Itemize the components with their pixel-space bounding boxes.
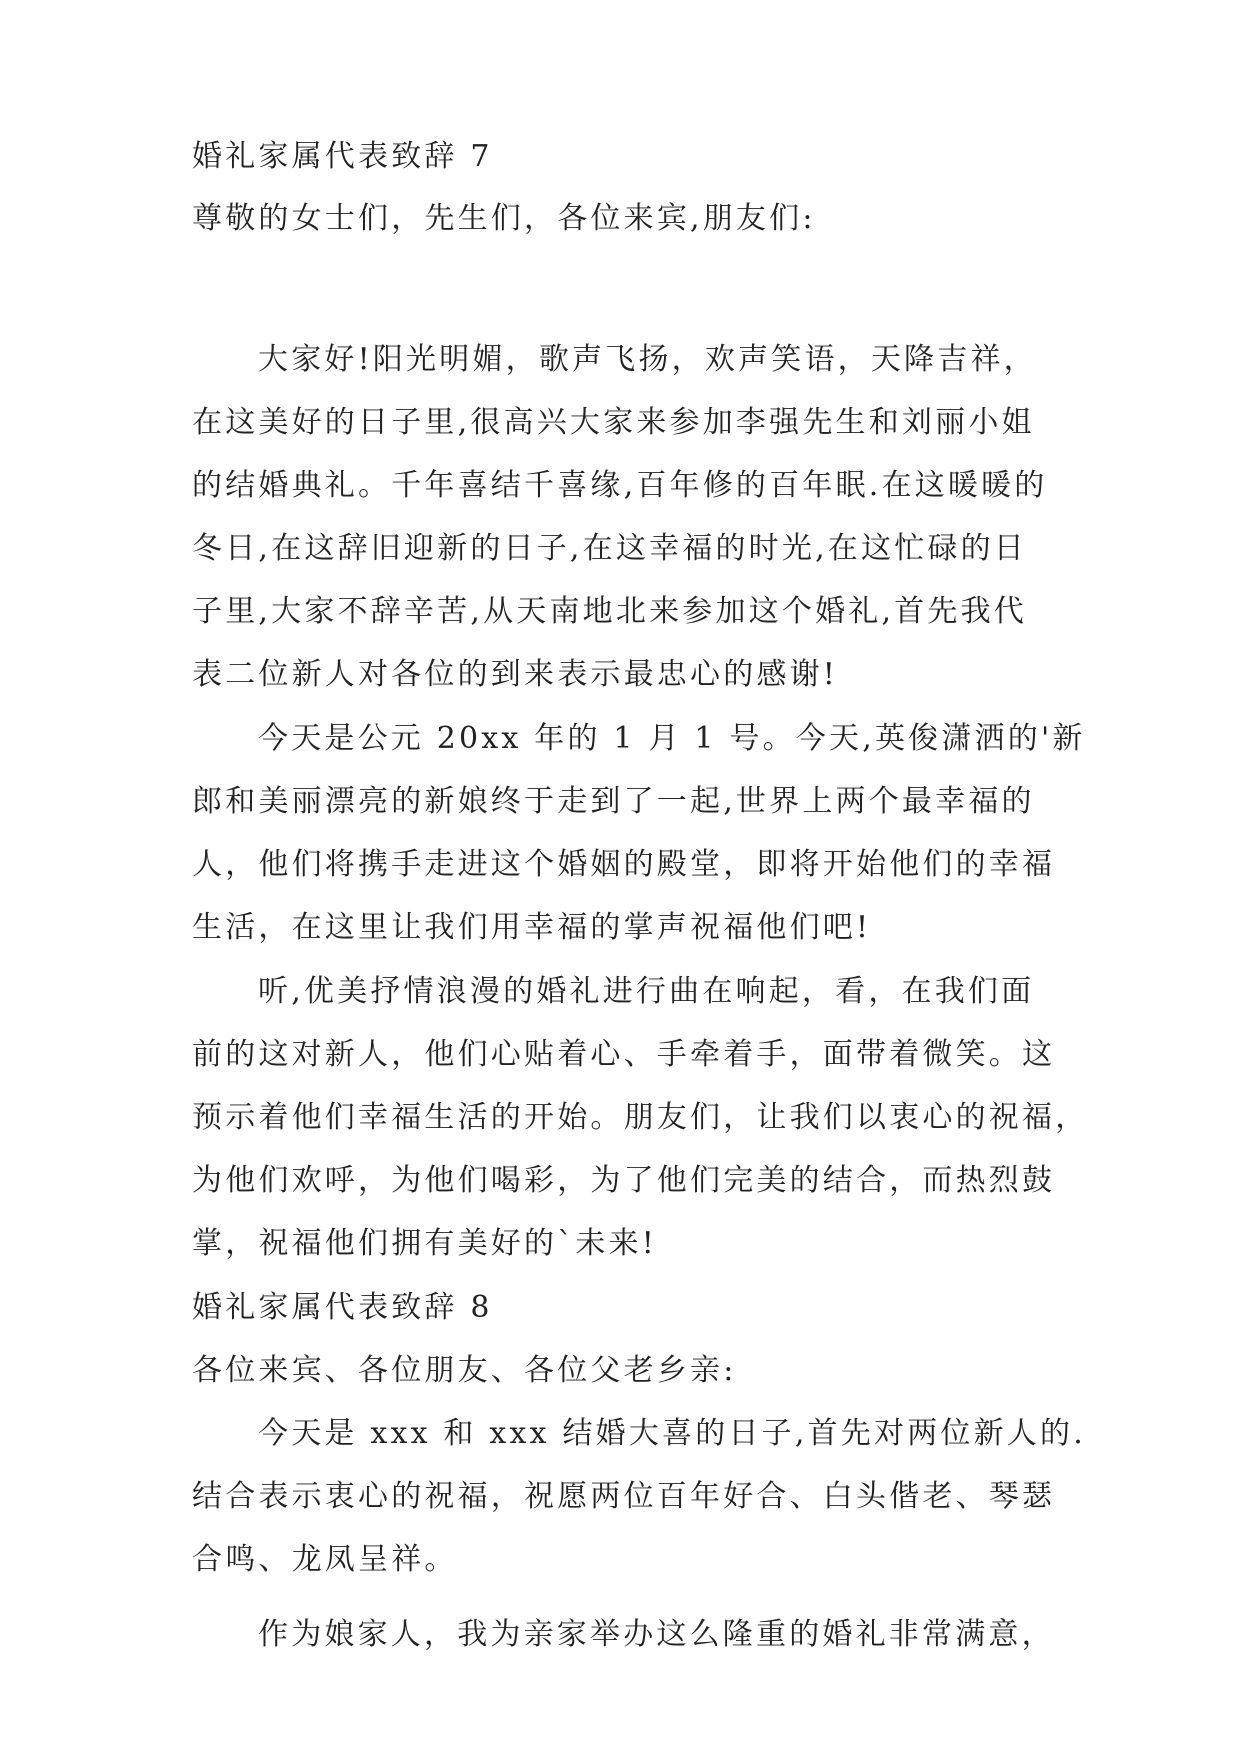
paragraph-line: 冬日,在这辞旧迎新的日子,在这幸福的时光,在这忙碌的日 [192,531,1028,566]
paragraph-line: 在这美好的日子里,很高兴大家来参加李强先生和刘丽小姐 [192,405,1035,440]
paragraph-line: 合鸣、龙凤呈祥。 [192,1542,458,1577]
paragraph-line: 生活，在这里让我们用幸福的掌声祝福他们吧! [192,910,872,945]
paragraph-line: 郎和美丽漂亮的新娘终于走到了一起,世界上两个最幸福的 [192,784,1035,819]
paragraph-line: 今天是公元 20xx 年的 1 月 1 号。今天,英俊潇洒的'新 [258,721,1086,756]
paragraph-line: 听,优美抒情浪漫的婚礼进行曲在响起，看，在我们面 [258,974,1035,1009]
paragraph-line: 掌，祝福他们拥有美好的`未来! [192,1226,658,1261]
paragraph-line: 预示着他们幸福生活的开始。朋友们，让我们以衷心的祝福， [192,1100,1089,1135]
paragraph-line: 表二位新人对各位的到来表示最忠心的感谢! [192,657,839,692]
paragraph-line: 的结婚典礼。千年喜结千喜缘,百年修的百年眠.在这暖暖的 [192,468,1048,503]
paragraph-line: 今天是 xxx 和 xxx 结婚大喜的日子,首先对两位新人的. [258,1416,1086,1451]
section-8-heading: 婚礼家属代表致辞 8 [192,1290,493,1325]
paragraph-line: 大家好!阳光明媚，歌声飞扬，欢声笑语，天降吉祥， [258,342,1037,377]
paragraph-line: 结合表示衷心的祝福，祝愿两位百年好合、白头偕老、琴瑟 [192,1479,1056,1514]
paragraph-line: 为他们欢呼，为他们喝彩，为了他们完美的结合，而热烈鼓 [192,1163,1056,1198]
section-7-heading: 婚礼家属代表致辞 7 [192,139,493,174]
paragraph-line: 前的这对新人，他们心贴着心、手牵着手，面带着微笑。这 [192,1037,1056,1072]
paragraph-line: 人，他们将携手走进这个婚姻的殿堂，即将开始他们的幸福 [192,847,1056,882]
section-8-salutation: 各位来宾、各位朋友、各位父老乡亲: [192,1353,737,1388]
paragraph-line: 子里,大家不辞辛苦,从天南地北来参加这个婚礼,首先我代 [192,594,1028,629]
section-7-salutation: 尊敬的女士们，先生们，各位来宾,朋友们: [192,201,816,236]
paragraph-line: 作为娘家人，我为亲家举办这么隆重的婚礼非常满意， [258,1617,1055,1652]
